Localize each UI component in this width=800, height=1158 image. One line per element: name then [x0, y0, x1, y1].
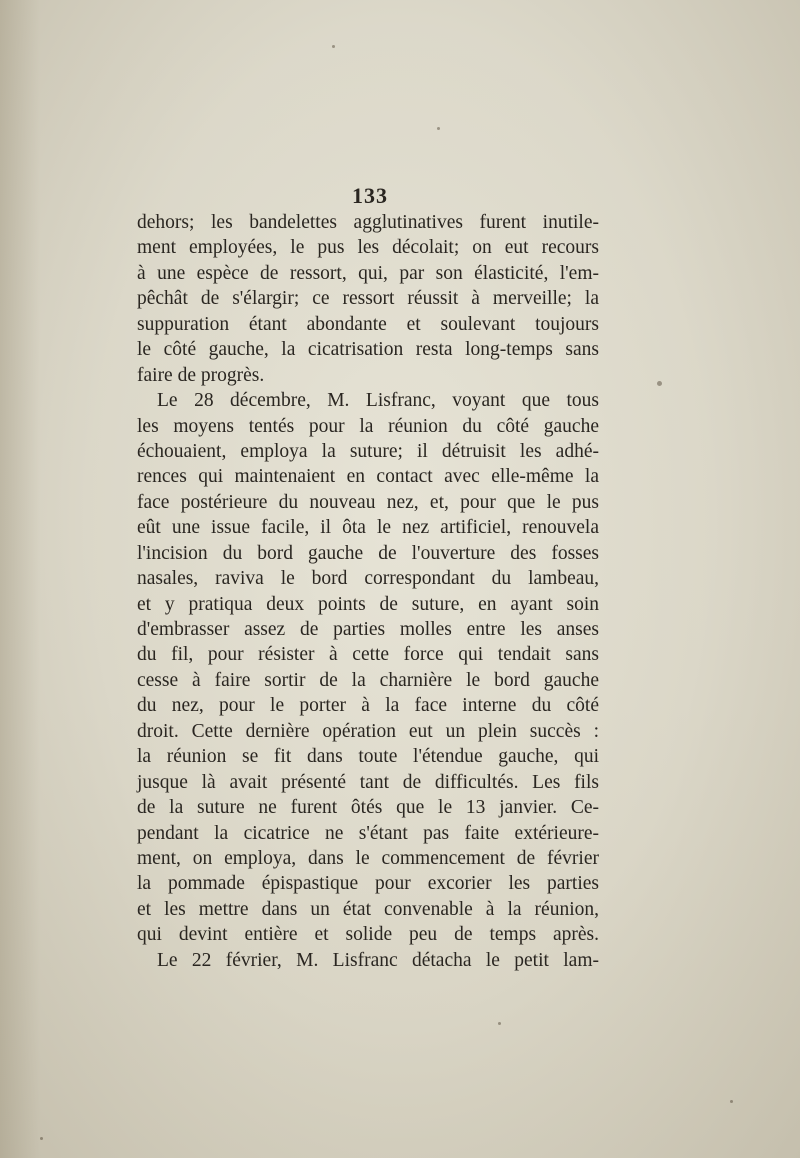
text-line: la pommade épispastique pour excorier les parties — [137, 873, 599, 895]
page-number: 133 — [352, 183, 388, 208]
text-line: et y pratiqua deux points de suture, en ayant soin — [137, 593, 599, 615]
text-line: dehors; les bandelettes agglutinatives furent inutile- — [137, 212, 599, 233]
paper-speck — [657, 381, 662, 386]
text-line: qui devint entière et solide peu de temps après. — [137, 924, 599, 946]
text-line: droit. Cette dernière opération eut un plein succès : — [137, 720, 599, 742]
text-line: d'embrasser assez de parties molles entre les anses — [137, 619, 599, 640]
text-line: rences qui maintenaient en contact avec elle-même la — [137, 466, 599, 488]
paper-speck — [498, 1022, 501, 1025]
text-line: la réunion se fit dans toute l'étendue gauche, qui — [137, 746, 599, 768]
text-line: Le 28 décembre, M. Lisfranc, voyant que tous — [157, 390, 599, 412]
page-edge-shadow — [0, 0, 40, 1158]
text-line: suppuration étant abondante et soulevant toujours — [137, 313, 599, 335]
paper-speck — [40, 1137, 43, 1140]
text-line: ment employées, le pus les décolait; on eut recours — [137, 237, 599, 259]
text-line: le côté gauche, la cicatrisation resta long-temps sans — [137, 339, 599, 361]
text-line: échouaient, employa la suture; il détruisit les adhé- — [137, 440, 599, 462]
text-line: pêchât de s'élargir; ce ressort réussit à merveille; la — [137, 288, 599, 310]
text-line: l'incision du bord gauche de l'ouverture des fosses — [137, 542, 599, 564]
text-line: de la suture ne furent ôtés que le 13 janvier. Ce- — [137, 797, 599, 819]
text-line: nasales, raviva le bord correspondant du lambeau, — [137, 568, 599, 590]
text-line: jusque là avait présenté tant de difficultés. Les fils — [137, 771, 599, 793]
paper-speck — [437, 127, 440, 130]
text-line: les moyens tentés pour la réunion du côté gauche — [137, 415, 599, 437]
text-line: et les mettre dans un état convenable à la réunion, — [137, 898, 599, 920]
text-line: à une espèce de ressort, qui, par son élasticité, l'em- — [137, 262, 599, 284]
text-line: du nez, pour le porter à la face interne du côté — [137, 695, 599, 717]
text-line: ment, on employa, dans le commencement de février — [137, 847, 599, 869]
text-line: du fil, pour résister à cette force qui tendait sans — [137, 644, 599, 666]
text-line: faire de progrès. — [137, 364, 265, 386]
text-line: cesse à faire sortir de la charnière le bord gauche — [137, 669, 599, 691]
paper-speck — [730, 1100, 733, 1103]
text-line: eût une issue facile, il ôta le nez artificiel, renouvela — [137, 517, 599, 539]
text-line: pendant la cicatrice ne s'étant pas faite extérieure- — [137, 822, 599, 844]
text-line: face postérieure du nouveau nez, et, pour que le pus — [137, 491, 599, 513]
paper-speck — [332, 45, 335, 48]
body-text — [137, 210, 599, 973]
text-line: Le 22 février, M. Lisfranc détacha le petit lam- — [157, 949, 599, 971]
